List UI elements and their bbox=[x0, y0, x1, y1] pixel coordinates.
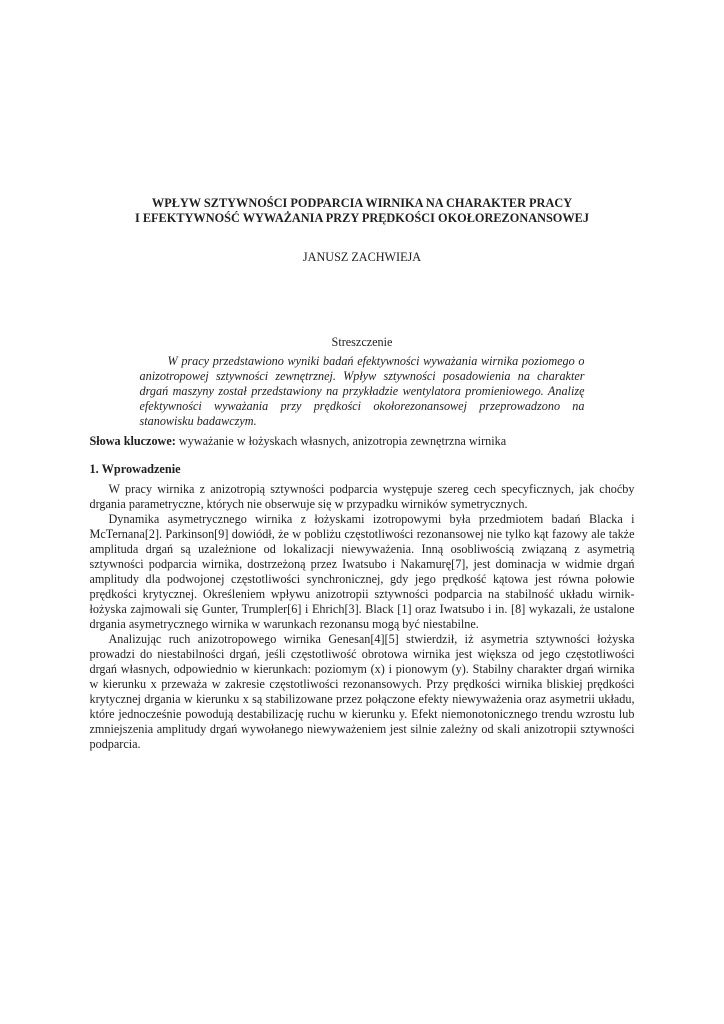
keywords-label: Słowa kluczowe: bbox=[89, 434, 176, 448]
paper-title-line-2: I EFEKTYWNOŚĆ WYWAŻANIA PRZY PRĘDKOŚCI OKOŁOREZONANSOWEJ bbox=[134, 211, 590, 225]
abstract-heading: Streszczenie bbox=[331, 335, 393, 349]
paper-title-line-1: WPŁYW SZTYWNOŚCI PODPARCIA WIRNIKA NA CHARAKTER PRACY bbox=[151, 196, 573, 210]
paper-title bbox=[90, 196, 635, 226]
section-body bbox=[90, 482, 635, 752]
paragraph-3: Analizując ruch anizotropowego wirnika Genesan[4][5] stwierdził, iż asymetria sztywności łożyska prowadzi do niestabilności drgań, jeśli częstotliwość obrotowa wirnika jest większa od jego częstotliwości drgań własnych, odpowiednio w kierunkach: poziomym (x) i pionowym (y). Stabilny charakter drgań wirnika w kierunku x przeważa w zakresie częstotliwości rezonansowych. Przy prędkości wirnika bliskiej prędkości krytycznej drgania w kierunku x są stabilizowane przez połączone efekty niewyważenia oraz asymetrii układu, które jednocześnie powodują destabilizację ruchu w kierunku y. Efekt niemonotonicznego trendu wzrostu lub zmniejszenia amplitudy drgań wywołanego niewyważeniem jest silnie zależny od skali anizotropii sztywności podparcia. bbox=[89, 632, 635, 751]
section-heading-introduction: 1. Wprowadzenie bbox=[89, 462, 181, 476]
keywords-line bbox=[90, 434, 635, 449]
text-column bbox=[90, 0, 635, 752]
keywords-text: wyważanie w łożyskach własnych, anizotropia zewnętrzna wirnika bbox=[175, 434, 507, 448]
paragraph-2: Dynamika asymetrycznego wirnika z łożyskami izotropowymi była przedmiotem badań Blacka i McTernana[2]. Parkinson[9] dowiódł, że w pobliżu częstotliwości rezonansowej nie tylko kąt fazowy ale także amplituda drgań są uzależnione od lokalizacji niewyważenia. Inną osobliwością związaną z asymetrią sztywności podparcia wirnika, dostrzeżoną przez Iwatsubo i Nakamurę[7], jest dominacja w widmie drgań amplitudy dla podwojonej częstotliwości synchronicznej, gdy jego prędkość kątowa jest równa połowie prędkości krytycznej. Określeniem wpływu anizotropii sztywności podparcia na stabilność układu wirnik-łożyska zajmowali się Gunter, Trumpler[6] i Ehrich[3]. Black [1] oraz Iwatsubo i in. [8] wykazali, że ustalone drgania asymetrycznego wirnika w warunkach rezonansu mogą być niestabilne. bbox=[89, 512, 635, 631]
paper-author: JANUSZ ZACHWIEJA bbox=[302, 250, 422, 264]
abstract-text: W pracy przedstawiono wyniki badań efektywności wyważania wirnika poziomego o anizotropowej sztywności zewnętrznej. Wpływ sztywności posadowienia na charakter drgań maszyny został przedstawiony na przykładzie wentylatora promieniowego. Analizę efektywności wyważania przy prędkości okołorezonansowej przeprowadzono na stanowisku badawczym. bbox=[139, 354, 585, 428]
paragraph-1: W pracy wirnika z anizotropią sztywności podparcia występuje szereg cech specyficznych, jak choćby drgania parametryczne, których nie obserwuje się w przypadku wirników symetrycznych. bbox=[89, 482, 635, 511]
